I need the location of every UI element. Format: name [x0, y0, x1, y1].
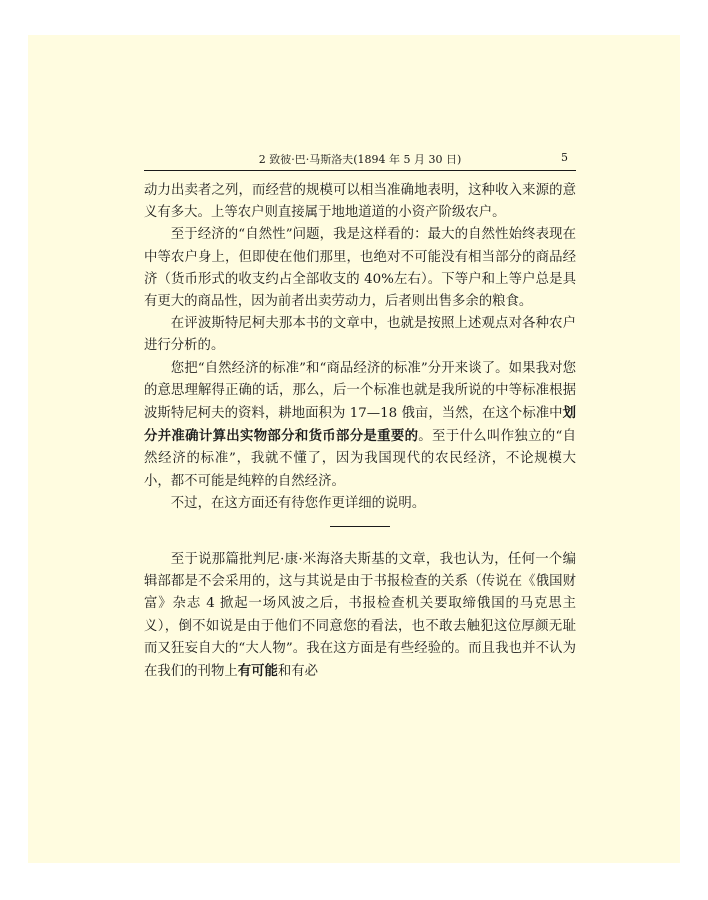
paragraph-6-text-before: 至于说那篇批判尼·康·米海洛夫斯基的文章，我也认为，任何一个编辑部都是不会采用的，这与其说是由于书报检查的关系（传说在《俄国财富》杂志 4 掀起一场风波之后，书报检查机关要取缔俄国的马克思主义），倒不如说是由于他们不同意您的看法，也不敢去触犯这位厚颜无耻而又狂妄自大的“大人物”。我在这方面是有些经验的。而且我也并不认为在我们的刊物上 — [144, 552, 576, 680]
paragraph-1: 动力出卖者之列，而经营的规模可以相当准确地表明，这种收入来源的意义有多大。上等农户则直接属于地地道道的小资产阶级农户。 — [144, 183, 576, 221]
paragraph-4 — [144, 358, 576, 493]
paragraph-6-emphasis: 有可能 — [237, 663, 278, 680]
paragraph-6-text-after: 和有必 — [277, 664, 319, 680]
running-header — [144, 148, 576, 171]
paragraph-4-emphasis: 划分并准确计算出实物部分和货币部分是重要的 — [144, 405, 576, 445]
paragraph-4-text-after: 。至于什么叫作独立的“自然经济的标准”，我就不懂了，因为我国现代的农民经济，不论规模大小，都不可能是纯粹的自然经济。 — [144, 429, 576, 489]
paragraph-6 — [144, 549, 576, 683]
document-body — [144, 180, 576, 683]
page-number: 5 — [561, 151, 568, 164]
paragraph-3: 在评波斯特尼柯夫那本书的文章中，也就是按照上述观点对各种农户进行分析的。 — [144, 316, 576, 354]
header-title: 2 致彼·巴·马斯洛夫(1894 年 5 月 30 日) — [258, 153, 462, 166]
paragraph-5: 不过，在这方面还有待您作更详细的说明。 — [170, 495, 426, 511]
section-divider — [330, 526, 390, 527]
paragraph-2: 至于经济的“自然性”问题，我是这样看的：最大的自然性始终表现在中等农户身上，但即使在他们那里，也绝对不可能没有相当部分的商品经济（货币形式的收支约占全部收支的 40%左右）。下等户和上等户总是具有更大的商品性，因为前者出卖劳动力，后者则出售多余的粮食。 — [144, 227, 576, 310]
paragraph-4-text-before: 您把“自然经济的标准”和“商品经济的标准”分开来谈了。如果我对您的意思理解得正确的话，那么，后一个标准也就是我所说的中等标准根据波斯特尼柯夫的资料，耕地面积为 17—18 俄亩，当然，在这个标准中 — [144, 360, 576, 422]
